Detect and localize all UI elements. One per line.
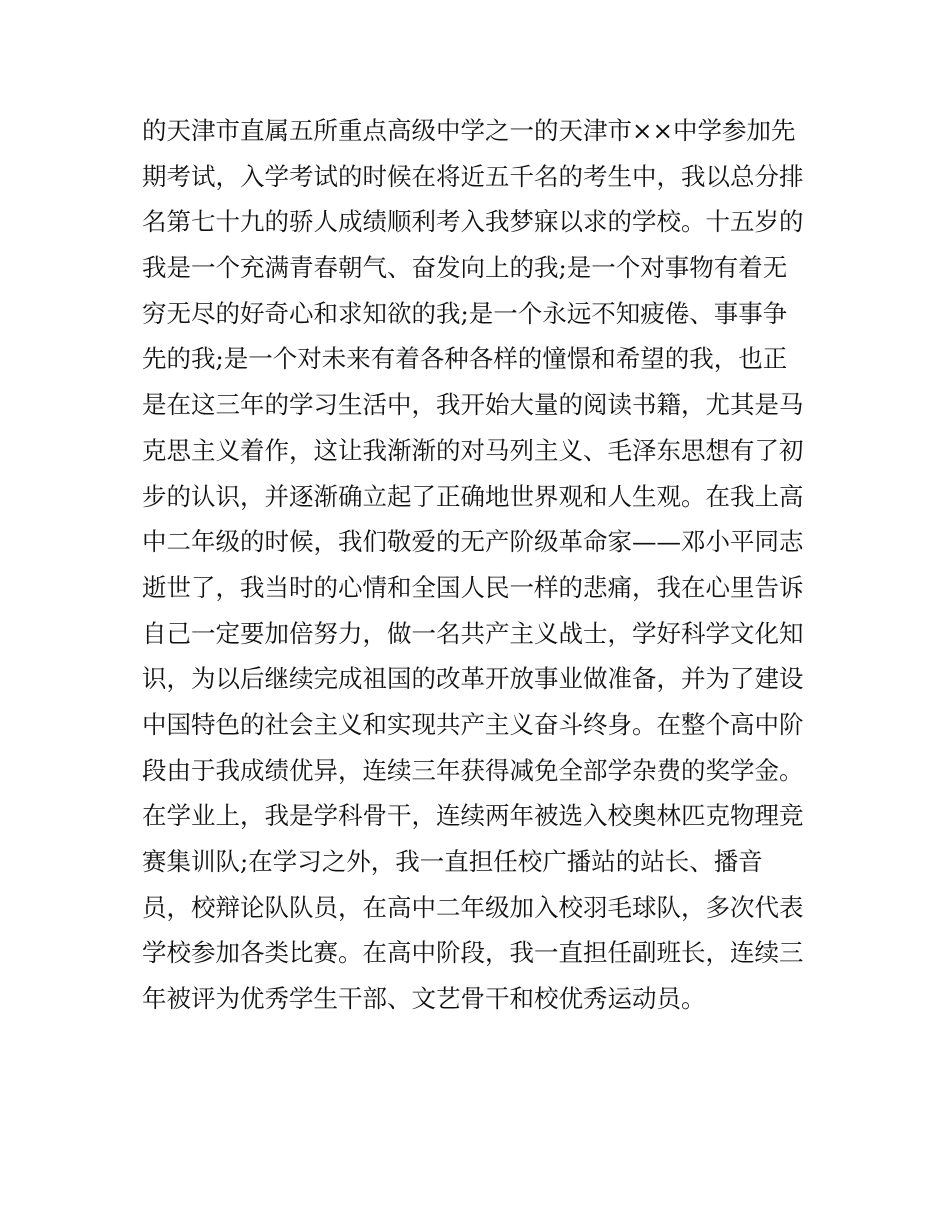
text-line-12: 自己一定要加倍努力，做一名共产主义战士，学好科学文化知 bbox=[142, 618, 804, 648]
text-line-3: 名第七十九的骄人成绩顺利考入我梦寐以求的学校。十五岁的 bbox=[142, 207, 804, 237]
text-line-10: 中二年级的时候，我们敬爱的无产阶级革命家——邓小平同志 bbox=[142, 527, 804, 557]
text-line-20: 年被评为优秀学生干部、文艺骨干和校优秀运动员。 bbox=[142, 984, 706, 1014]
text-line-1: 的天津市直属五所重点高级中学之一的天津市××中学参加先 bbox=[142, 116, 796, 145]
text-line-2: 期考试，入学考试的时候在将近五千名的考生中，我以总分排 bbox=[142, 161, 804, 191]
text-line-17: 赛集训队;在学习之外，我一直担任校广播站的站长、播音 bbox=[142, 847, 763, 876]
text-line-14: 中国特色的社会主义和实现共产主义奋斗终身。在整个高中阶 bbox=[142, 709, 804, 739]
text-line-11: 逝世了，我当时的心情和全国人民一样的悲痛，我在心里告诉 bbox=[142, 572, 804, 602]
text-line-9: 步的认识，并逐渐确立起了正确地世界观和人生观。在我上高 bbox=[142, 481, 804, 511]
text-line-7: 是在这三年的学习生活中，我开始大量的阅读书籍，尤其是马 bbox=[142, 390, 804, 420]
text-line-18: 员，校辩论队队员，在高中二年级加入校羽毛球队，多次代表 bbox=[142, 892, 804, 922]
body-text bbox=[142, 108, 842, 1022]
text-line-8: 克思主义着作，这让我渐渐的对马列主义、毛泽东思想有了初 bbox=[142, 435, 804, 465]
text-line-15: 段由于我成绩优异，连续三年获得减免全部学杂费的奖学金。 bbox=[142, 755, 804, 785]
text-line-6: 先的我;是一个对未来有着各种各样的憧憬和希望的我，也正 bbox=[142, 344, 788, 374]
text-line-13: 识，为以后继续完成祖国的改革开放事业做准备，并为了建设 bbox=[142, 664, 804, 694]
text-line-4: 我是一个充满青春朝气、奋发向上的我;是一个对事物有着无 bbox=[142, 253, 788, 283]
text-line-5: 穷无尽的好奇心和求知欲的我;是一个永远不知疲倦、事事争 bbox=[142, 298, 788, 328]
text-line-16: 在学业上，我是学科骨干，连续两年被选入校奥林匹克物理竞 bbox=[142, 801, 804, 831]
text-line-19: 学校参加各类比赛。在高中阶段，我一直担任副班长，连续三 bbox=[142, 938, 804, 968]
